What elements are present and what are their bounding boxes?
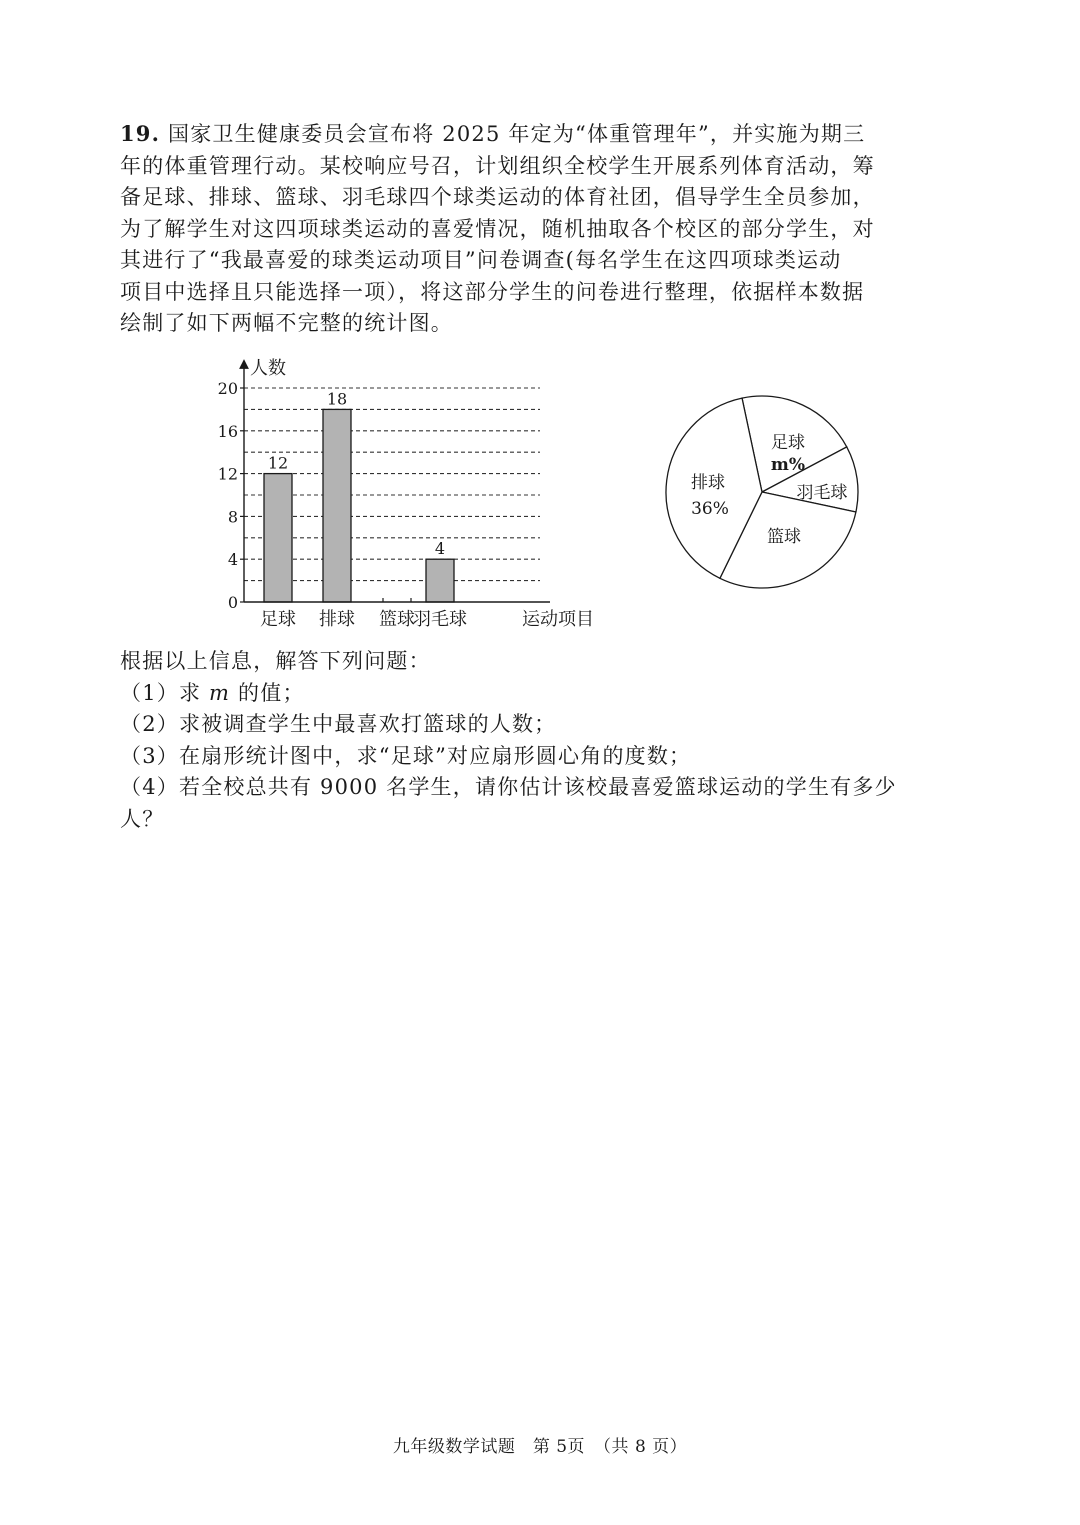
y-tick-label: 0 (227, 593, 238, 612)
category-label: 足球 (260, 609, 296, 630)
bar-value-label: 4 (434, 539, 446, 559)
figure-area (200, 350, 900, 640)
bar-足球 (264, 474, 292, 602)
pie-slice-name: 排球 (691, 473, 725, 493)
problem-number: 19. (120, 121, 161, 146)
bar-chart (200, 350, 620, 640)
problem-line: 其进行了“我最喜爱的球类运动项目”问卷调查(每名学生在这四项球类运动 (120, 248, 842, 272)
question-4: （4）若全校总共有 9000 名学生，请你估计该校最喜爱篮球运动的学生有多少 (120, 775, 897, 799)
category-label: 排球 (319, 609, 355, 630)
pie-slice-name: 羽毛球 (796, 483, 848, 503)
y-tick-label: 8 (227, 507, 238, 527)
y-tick-label: 20 (217, 379, 238, 398)
y-axis-label: 人数 (250, 358, 286, 379)
question-4-continued: 人？ (120, 806, 165, 831)
pie-slice-name: 足球 (771, 433, 805, 453)
question-3: （3）在扇形统计图中，求“足球”对应扇形圆心角的度数； (120, 743, 692, 768)
y-tick-label: 16 (217, 421, 238, 441)
bar-羽毛球 (426, 559, 454, 602)
page-footer: 九年级数学试题 第 5页 （共 8 页） (392, 1437, 688, 1457)
variable-m: m (209, 680, 231, 705)
question-1: （1）求 m 的值； (120, 680, 305, 705)
bar-value-label: 12 (267, 453, 289, 473)
pie-chart (662, 392, 862, 592)
x-axis-label: 运动项目 (522, 609, 594, 630)
question-2: （2）求被调查学生中最喜欢打篮球的人数； (120, 712, 557, 736)
pie-slice-name: 篮球 (767, 527, 801, 547)
questions-section (120, 646, 960, 835)
problem-line: 19. 国家卫生健康委员会宣布将 2025 年定为“体重管理年”，并实施为期三 (120, 121, 866, 146)
y-tick-label: 12 (217, 464, 238, 484)
bar-排球 (323, 409, 351, 602)
problem-statement (120, 118, 960, 340)
problem-line: 为了解学生对这四项球类运动的喜爱情况，随机抽取各个校区的部分学生，对 (120, 216, 875, 241)
problem-line: 项目中选择且只能选择一项），将这部分学生的问卷进行整理，依据样本数据 (120, 279, 865, 304)
category-label: 羽毛球 (413, 609, 467, 630)
problem-line: 备足球、排球、篮球、羽毛球四个球类运动的体育社团，倡导学生全员参加， (120, 185, 875, 209)
problem-line: 年的体重管理行动。某校响应号召，计划组织全校学生开展系列体育活动，筹 (120, 153, 875, 178)
pie-slice-percent: 36% (691, 499, 729, 519)
questions-intro: 根据以上信息，解答下列问题： (120, 649, 431, 673)
y-tick-label: 4 (227, 550, 238, 570)
bar-value-label: 18 (326, 389, 348, 409)
problem-line: 绘制了如下两幅不完整的统计图。 (120, 311, 453, 335)
category-label: 篮球 (379, 609, 415, 630)
pie-slice-percent: m% (770, 455, 806, 475)
